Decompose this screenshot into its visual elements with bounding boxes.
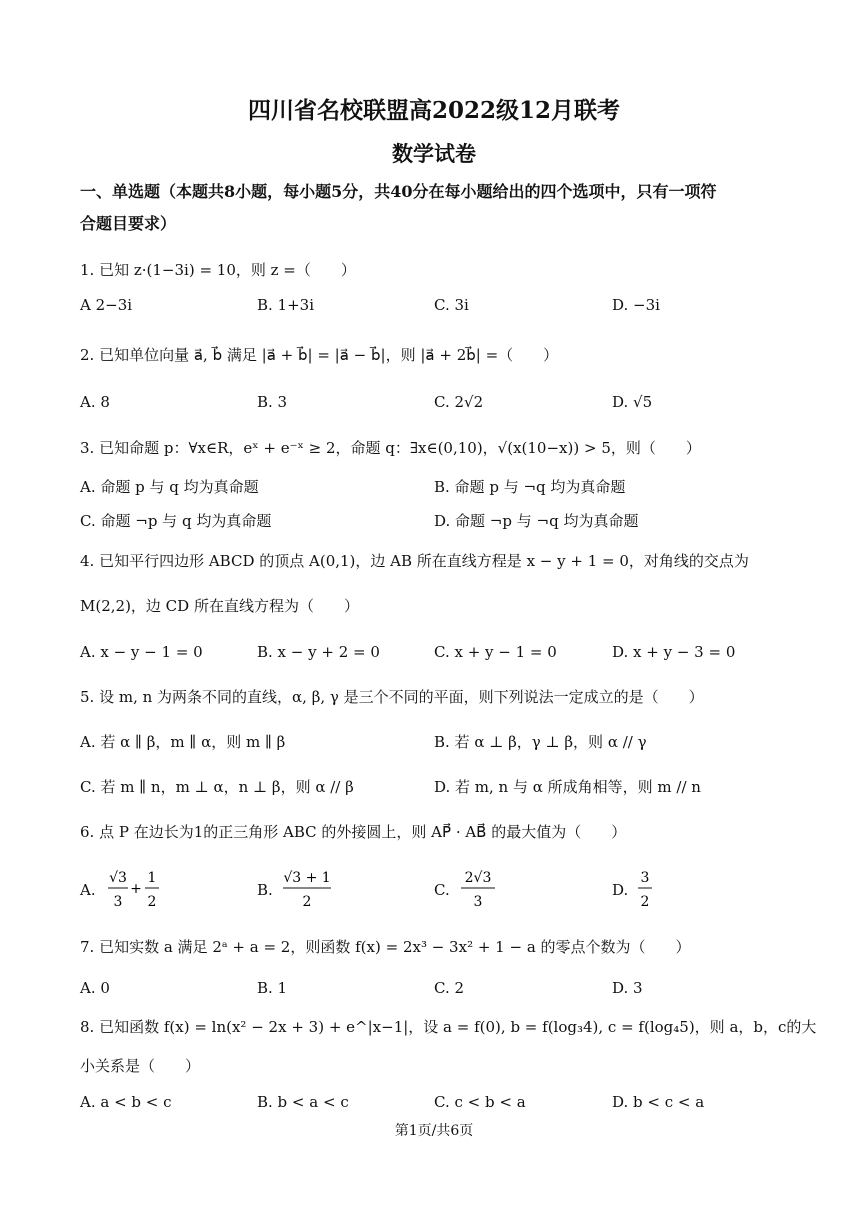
- q8-option-a: A. a < b < c: [80, 1093, 172, 1111]
- q6-a-den1: 3: [113, 894, 123, 910]
- q6-option-d-expression: [634, 866, 656, 914]
- question-4-stem: 4. 已知平行四边形 ABCD 的顶点 A(0,1)，边 AB 所在直线方程是 x − y + 1 = 0，对角线的交点为: [80, 552, 749, 570]
- q7-option-d: D. 3: [612, 979, 643, 997]
- q6-a-den2: 2: [147, 894, 157, 910]
- q6-d-num: 3: [640, 870, 650, 886]
- q2-option-d: D. √5: [612, 393, 653, 411]
- page-footer: 第1页/共6页: [394, 1123, 474, 1139]
- q8-option-b: B. b < a < c: [257, 1093, 349, 1111]
- question-8-stem-line2: 小关系是（ ）: [80, 1057, 201, 1075]
- q6-option-b-expression: [280, 866, 336, 914]
- question-4-stem-line2: M(2,2)，边 CD 所在直线方程为（ ）: [80, 597, 359, 615]
- page-title: 四川省名校联盟高2022级12月联考: [247, 97, 621, 124]
- section-heading-line1: 一、单选题（本题共8小题，每小题5分，共40分在每小题给出的四个选项中，只有一项符: [80, 182, 717, 201]
- q6-option-a: A.: [80, 881, 96, 899]
- q2-option-c: C. 2√2: [434, 393, 484, 411]
- page-subtitle: 数学试卷: [392, 141, 476, 166]
- q6-c-den: 3: [473, 894, 483, 910]
- q7-option-a: A. 0: [80, 979, 110, 997]
- q3-option-d: D. 命题 ¬p 与 ¬q 均为真命题: [434, 512, 639, 530]
- question-8-stem: 8. 已知函数 f(x) = ln(x² − 2x + 3) + e^|x−1|，设 a = f(0), b = f(log₃4), c = f(log₄5)，则 a，b，c的大: [80, 1018, 817, 1036]
- q6-a-num2: 1: [147, 870, 157, 886]
- q6-option-c-expression: [458, 866, 502, 914]
- q2-option-b: B. 3: [257, 393, 288, 411]
- q5-option-a: A. 若 α ∥ β，m ∥ α，则 m ∥ β: [80, 733, 286, 751]
- q6-option-c: C.: [434, 881, 450, 899]
- question-6-stem: 6. 点 P 在边长为1的正三角形 ABC 的外接圆上，则 AP⃗ · AB⃗ 的最大值为（ ）: [80, 823, 627, 841]
- q8-option-c: C. c < b < a: [434, 1093, 526, 1111]
- q3-option-c: C. 命题 ¬p 与 q 均为真命题: [80, 512, 272, 530]
- q4-option-a: A. x − y − 1 = 0: [80, 643, 203, 661]
- q7-option-b: B. 1: [257, 979, 288, 997]
- q5-option-b: B. 若 α ⊥ β，γ ⊥ β，则 α // γ: [434, 733, 647, 751]
- q4-option-d: D. x + y − 3 = 0: [612, 643, 736, 661]
- q6-b-num: √3 + 1: [283, 870, 331, 886]
- q6-option-a-expression: [106, 866, 166, 914]
- question-2-stem: 2. 已知单位向量 a⃗, b⃗ 满足 |a⃗ + b⃗| = |a⃗ − b⃗|，则 |a⃗ + 2b⃗| =（ ）: [80, 346, 559, 364]
- q6-d-den: 2: [640, 894, 650, 910]
- q1-option-c: C. 3i: [434, 296, 469, 314]
- q7-option-c: C. 2: [434, 979, 465, 997]
- q1-option-b: B. 1+3i: [257, 296, 315, 314]
- q3-option-a: A. 命题 p 与 q 均为真命题: [80, 478, 259, 496]
- q6-a-plus: +: [130, 881, 142, 897]
- q6-option-b: B.: [257, 881, 273, 899]
- question-1-stem: 1. 已知 z·(1−3i) = 10，则 z =（ ）: [80, 261, 356, 279]
- q6-b-den: 2: [302, 894, 312, 910]
- q1-option-d: D. −3i: [612, 296, 660, 314]
- q6-a-num1: √3: [109, 870, 127, 886]
- section-heading-line2: 合题目要求）: [80, 214, 177, 233]
- question-5-stem: 5. 设 m, n 为两条不同的直线，α, β, γ 是三个不同的平面，则下列说法一定成立的是（ ）: [80, 688, 704, 706]
- q4-option-c: C. x + y − 1 = 0: [434, 643, 557, 661]
- question-3-stem: 3. 已知命题 p：∀x∈R，eˣ + e⁻ˣ ≥ 2，命题 q：∃x∈(0,10)，√(x(10−x)) > 5，则（ ）: [80, 439, 701, 457]
- q6-option-d: D.: [612, 881, 629, 899]
- q2-option-a: A. 8: [80, 393, 110, 411]
- q8-option-d: D. b < c < a: [612, 1093, 705, 1111]
- q6-c-num: 2√3: [464, 870, 492, 886]
- q4-option-b: B. x − y + 2 = 0: [257, 643, 380, 661]
- q5-option-d: D. 若 m, n 与 α 所成角相等，则 m // n: [434, 778, 701, 796]
- q3-option-b: B. 命题 p 与 ¬q 均为真命题: [434, 478, 626, 496]
- question-7-stem: 7. 已知实数 a 满足 2ᵃ + a = 2，则函数 f(x) = 2x³ − 3x² + 1 − a 的零点个数为（ ）: [80, 938, 691, 956]
- q5-option-c: C. 若 m ∥ n，m ⊥ α，n ⊥ β，则 α // β: [80, 778, 354, 796]
- q1-option-a: A 2−3i: [80, 296, 133, 314]
